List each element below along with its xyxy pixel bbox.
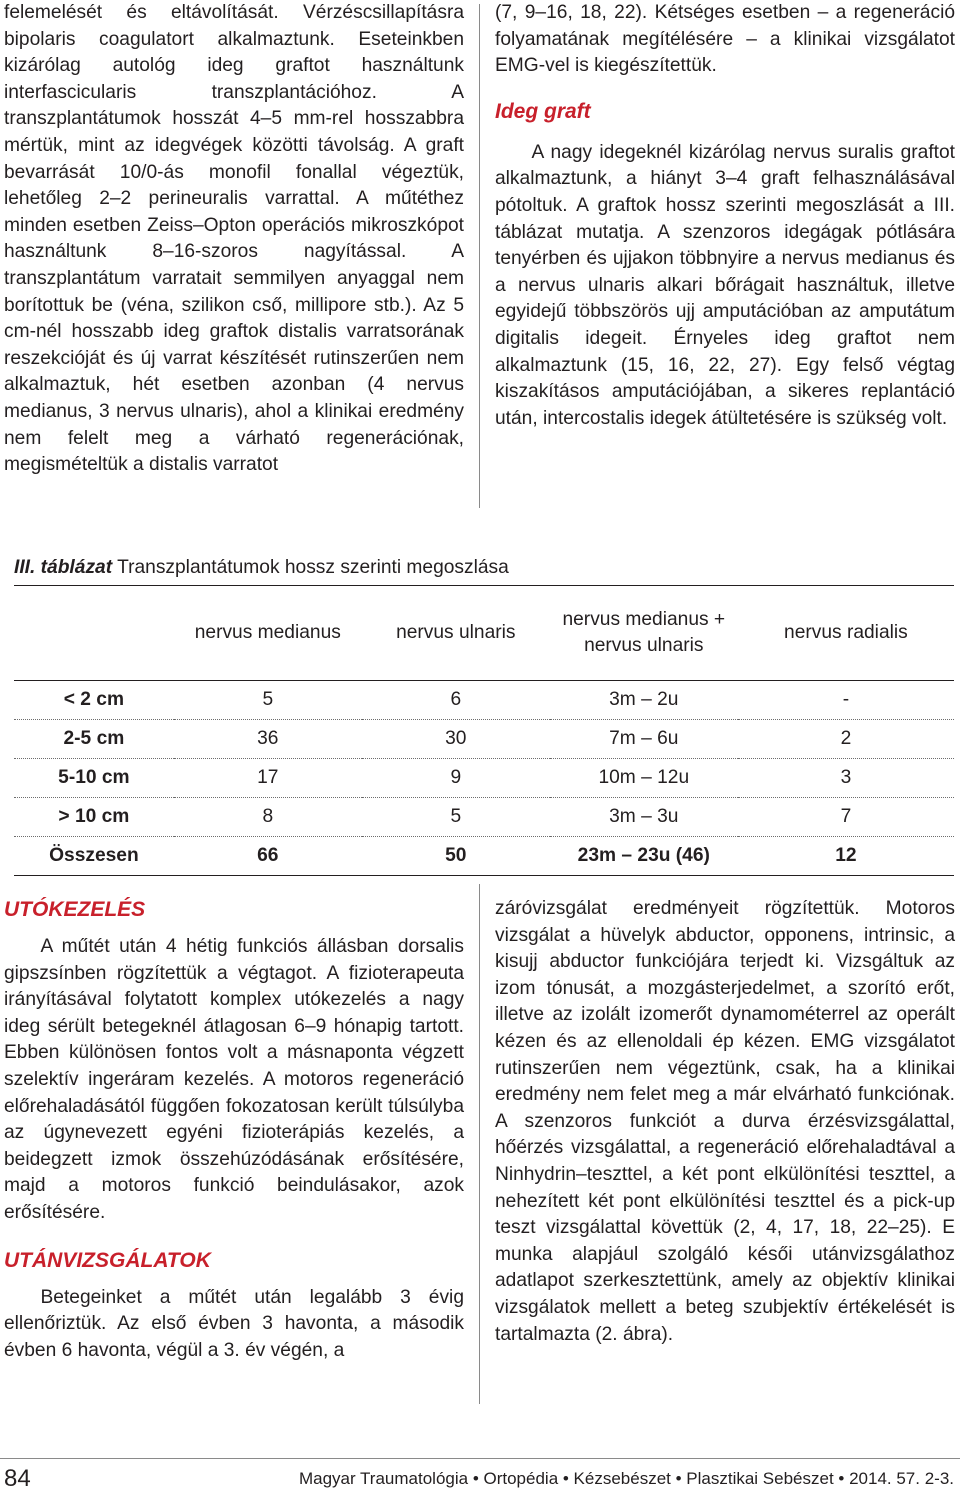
section-heading-utokezeles: UTÓKEZELÉS <box>4 898 146 921</box>
table-cell: 7 <box>738 798 954 837</box>
table-cell: 66 <box>174 837 362 876</box>
column-header: nervus radialis <box>738 586 954 681</box>
table-cell: 2 <box>738 720 954 759</box>
table-cell: < 2 cm <box>14 681 174 720</box>
table-row <box>14 759 954 798</box>
table-cell: 6 <box>362 681 550 720</box>
table-row <box>14 720 954 759</box>
left-column-top <box>4 0 464 479</box>
table-container <box>14 585 954 876</box>
right-column-top <box>495 0 955 432</box>
table-caption-text: Transzplantátumok hossz szerinti megoszlása <box>112 557 509 578</box>
table-cell: 2-5 cm <box>14 720 174 759</box>
left-column-bottom <box>4 896 464 1364</box>
table-cell: 3m – 2u <box>550 681 738 720</box>
table-cell: 3m – 3u <box>550 798 738 837</box>
table-cell: > 10 cm <box>14 798 174 837</box>
table-cell: 30 <box>362 720 550 759</box>
section-heading-ideg-graft: Ideg graft <box>495 99 591 123</box>
paragraph: (7, 9–16, 18, 22). Kétséges esetben – a regeneráció folyamatának megítélésére – a klinikai vizsgálatot EMG-vel is kiegészítettük. <box>495 2 955 77</box>
table-cell: 7m – 6u <box>550 720 738 759</box>
table-cell: 5 <box>174 681 362 720</box>
column-header: nervus medianus <box>174 586 362 681</box>
table-cell: 3 <box>738 759 954 798</box>
table-cell: - <box>738 681 954 720</box>
table-cell: 12 <box>738 837 954 876</box>
table-row <box>14 681 954 720</box>
column-header: nervus ulnaris <box>362 586 550 681</box>
column-header: nervus medianus + nervus ulnaris <box>550 586 738 681</box>
table-caption <box>14 555 509 581</box>
paragraph: felemelését és eltávolítását. Vérzéscsillapításra bipolaris coagulatort alkalmaztunk. Eseteinkben kizárólag autológ ideg graftot használtunk interfascicularis transzplantációhoz. A transzplantátumok hosszát 4–5 mm-rel hosszabbra mértük, mint az idegvégek közötti távolság. A graft bevarrását 10/0-ás monofil fonallal végeztük, lehetőleg 2–2 perineuralis varrattal. A műtéthez minden esetben Zeiss–Opton operációs mikroszkópot használtunk 8–16-szoros nagyítással. A transzplantátum varratait semmilyen anyaggal nem borítottuk be (véna, szilikon cső, millipore stb.). Az 5 cm-nél hosszabb ideg graftok distalis varratsorának reszekcióját és új varrat készítését rutinszerűen nem alkalmaztuk, hét esetben azonban (4 nervus medianus, 3 nervus ulnaris), ahol a klinikai eredmény nem felelt meg a várható regenerációnak, megismételtük a distalis varratot <box>4 2 464 476</box>
paragraph: A műtét után 4 hétig funkciós állásban dorsalis gipszsínben rögzítettük a végtagot. A fizioterapeuta irányításával folytatott komplex utókezelés a nagy ideg sérült betegeknél átlagosan 6–9 hónapig tartott. Ebben különösen fontos volt a másnaponta végzett szelektív ingeráram kezelés. A motoros regeneráció előrehaladásától függően fokozatosan került túlsúlyba az úgynevezett egyéni fizioterápiás kezelés, a beidegzett izmok összehúzódásának erősítésére, majd a motoros funkció beindulásakor, azok erősítésére. <box>4 936 464 1223</box>
table-cell: 9 <box>362 759 550 798</box>
footer-divider <box>0 1458 960 1459</box>
section-heading-utanvizsgalatok: UTÁNVIZSGÁLATOK <box>4 1248 211 1272</box>
table-cell: 8 <box>174 798 362 837</box>
table-total-row <box>14 837 954 876</box>
table-cell: 23m – 23u (46) <box>550 837 738 876</box>
column-divider <box>479 884 480 1404</box>
paragraph: Betegeinket a műtét után legalább 3 évig ellenőriztük. Az első évben 3 havonta, a második évben 6 havonta, végül a 3. év végén, a <box>4 1286 464 1361</box>
table-header-row <box>14 586 954 681</box>
column-divider <box>479 4 480 508</box>
table-cell: 36 <box>174 720 362 759</box>
right-column-bottom <box>495 896 955 1348</box>
table-cell: 50 <box>362 837 550 876</box>
table-cell: 10m – 12u <box>550 759 738 798</box>
graft-length-table <box>14 586 954 876</box>
column-header <box>14 586 174 681</box>
table-label: III. táblázat <box>14 557 113 578</box>
paragraph: záróvizsgálat eredményeit rögzítettük. Motoros vizsgálat a hüvelyk abductor, opponens, intrinsic, a kisujj abductor funkciójára terjedt ki. Vizsgáltuk az izom tónusát, a mozgásterjedelmet, a szorító erőt, illetve az izolált izomerőt dynamométerrel az operált kézen és az ellenoldali ép kézen. EMG vizsgálatot rutinszerűen nem végeztünk, csak, ha a klinikai eredmény nem felet meg a már elvárható funkciónak. A szenzoros funkciót a durva érzésvizsgálattal, hőérzés vizsgálattal, a regeneráció előrehaladtával a Ninhydrin–teszttel, a két pont elkülönítési teszttel, a nehezített két pont elkülönítési teszttel és a pick-up teszt vizsgálattal követtük (2, 4, 17, 18, 22–25). E munka alapjául szolgáló késői utánvizsgálathoz adatlapot szerkesztettünk, amely az objektív klinikai vizsgálatok mellett a beteg szubjektív értékelését is tartalmazta (2. ábra). <box>495 898 955 1345</box>
table-cell: 5 <box>362 798 550 837</box>
table-cell: 5-10 cm <box>14 759 174 798</box>
table-cell: Összesen <box>14 837 174 876</box>
page-number: 84 <box>4 1465 31 1492</box>
paragraph: A nagy idegeknél kizárólag nervus suralis graftot alkalmaztunk, a hiányt 3–4 graft felhasználásával pótoltuk. A graftok hossz szerinti megoszlását a III. táblázat mutatja. A szenzoros idegágak pótlására tenyérben és ujjakon többnyire a nervus medianus és a nervus ulnaris alkari bőrágait használtuk, illetve egyidejű többszörös ujj amputációban az amputátum digitalis idegeit. Érnyeles ideg graftot nem alkalmaztunk (15, 16, 22, 27). Egy felső végtag kiszakításos amputációjában, a sikeres replantáció után, intercostalis idegek átültetésére is szükség volt. <box>495 141 955 429</box>
table-cell: 17 <box>174 759 362 798</box>
table-row <box>14 798 954 837</box>
journal-citation: Magyar Traumatológia • Ortopédia • Kézsebészet • Plasztikai Sebészet • 2014. 57. 2-3. <box>298 1469 954 1488</box>
